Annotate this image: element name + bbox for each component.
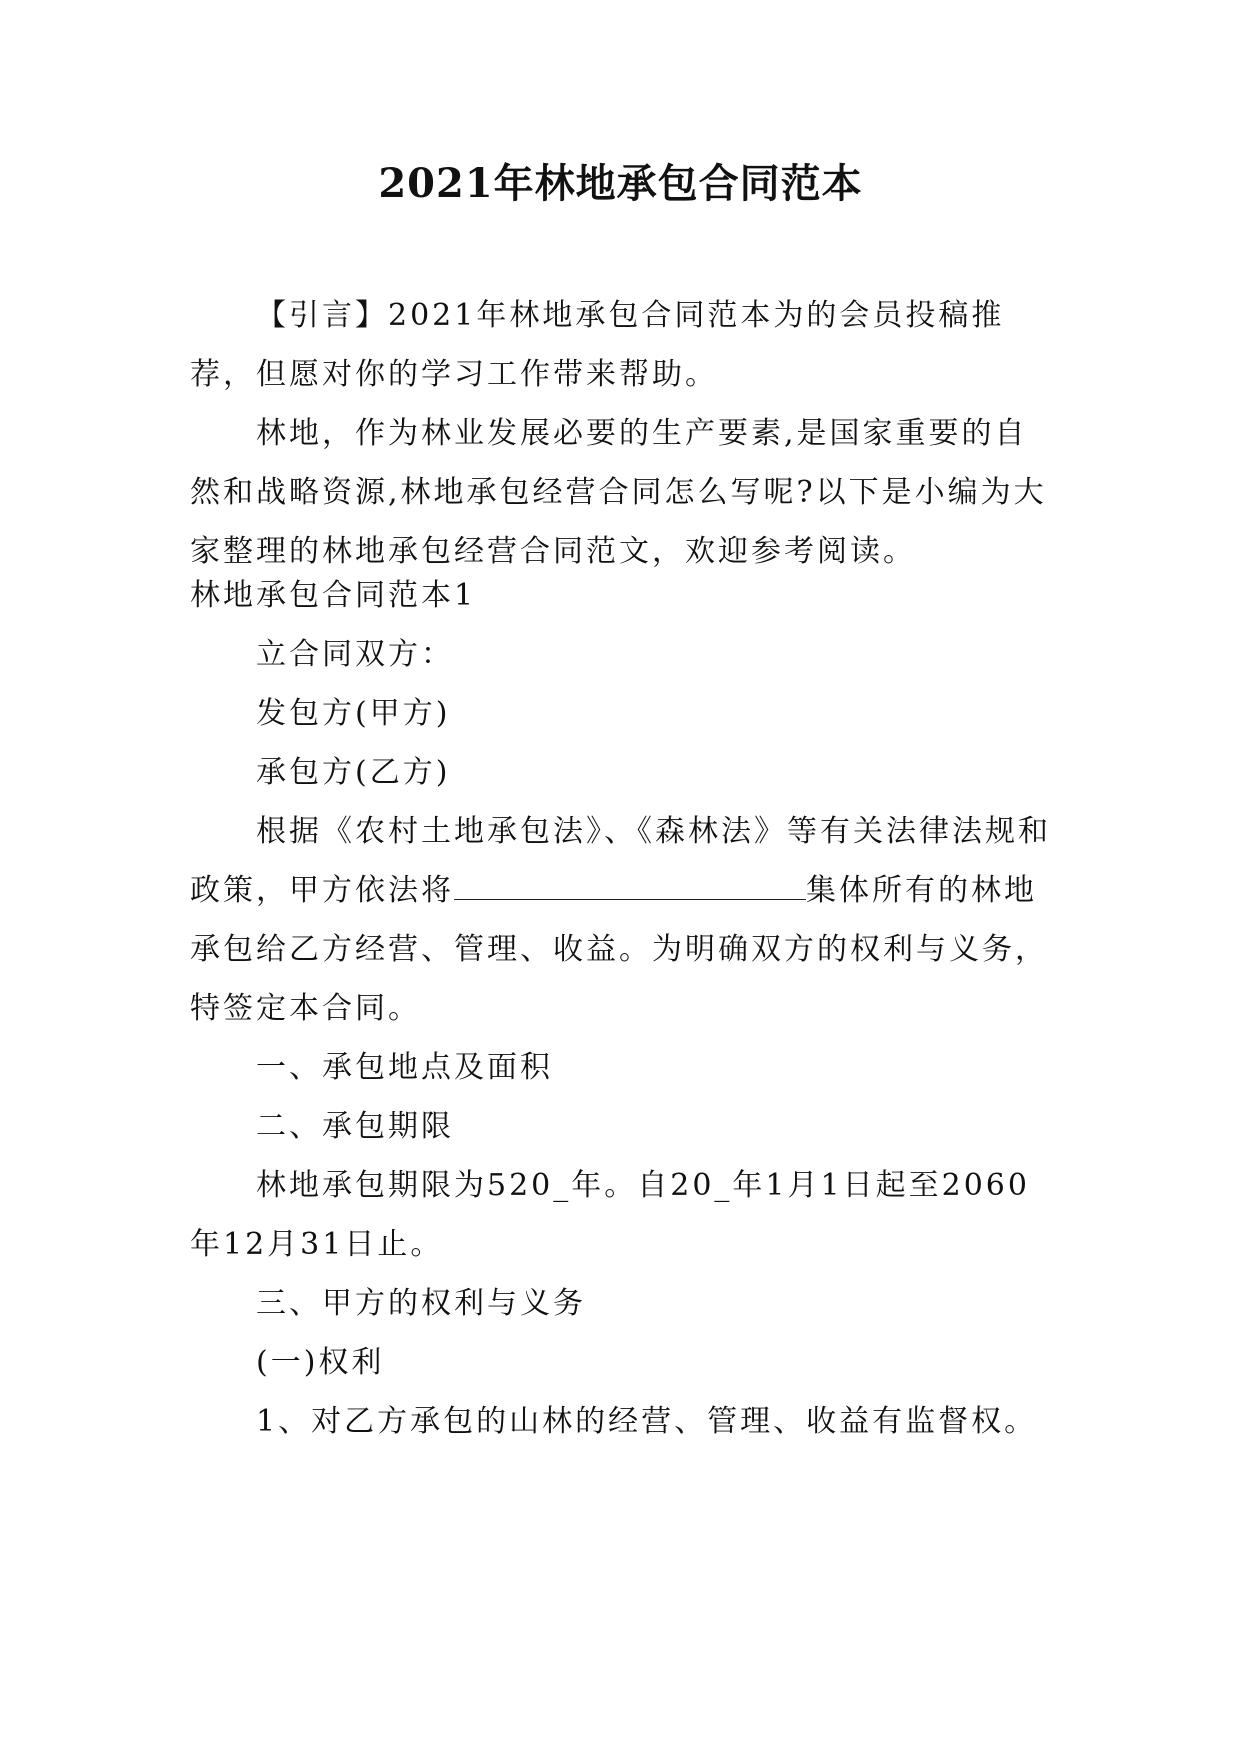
item-term: 二、承包期限 — [256, 1109, 454, 1144]
fill-in-blank — [454, 898, 806, 900]
rights-label: (一)权利 — [256, 1345, 385, 1380]
item-location-area: 一、承包地点及面积 — [256, 1050, 553, 1085]
basis-paragraph — [190, 802, 1056, 1038]
section-title: 林地承包合同范本1 — [190, 578, 477, 613]
intro-section — [190, 286, 1056, 581]
party-a-line: 发包方(甲方) — [256, 696, 451, 731]
context-paragraph: 林地，作为林业发展必要的生产要素,是国家重要的自然和战略资源,林地承包经营合同怎么写呢?以下是小编为大家整理的林地承包经营合同范文，欢迎参考阅读。 — [190, 416, 1047, 569]
basis-text-before: 根据《农村土地承包法》、《森林法》等有关法律法规和政策，甲方依法将 — [190, 814, 1051, 908]
document-title: 2021年林地承包合同范本 — [378, 160, 863, 207]
item-party-a-rights: 三、甲方的权利与义务 — [256, 1286, 586, 1321]
parties-label: 立合同双方： — [256, 637, 454, 672]
basis-text-after: 集体所有的林地承包给乙方经营、管理、收益。为明确双方的权利与义务，特签定本合同。 — [190, 873, 1048, 1026]
term-paragraph: 林地承包期限为520_年。自20_年1月1日起至2060年12月31日止。 — [190, 1168, 1030, 1262]
intro-paragraph: 【引言】2021年林地承包合同范本为的会员投稿推荐，但愿对你的学习工作带来帮助。 — [190, 298, 1005, 392]
party-b-line: 承包方(乙方) — [256, 755, 451, 790]
contract-section — [190, 566, 1056, 1451]
right-item-1: 1、对乙方承包的山林的经营、管理、收益有监督权。 — [256, 1404, 1038, 1439]
